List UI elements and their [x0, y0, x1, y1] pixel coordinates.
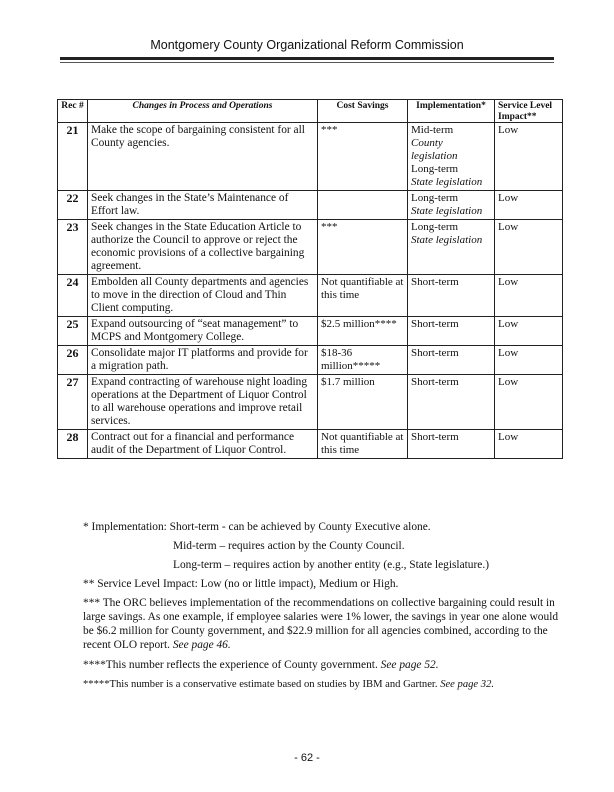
cost-savings: *** — [318, 123, 408, 191]
header-rule-thin — [60, 62, 554, 63]
implementation-line: Mid-term — [411, 124, 454, 136]
footnotes — [83, 520, 563, 692]
change-description: Contract out for a financial and performance audit of the Department of Liquor Control. — [88, 430, 318, 459]
implementation-line: Long-term — [411, 163, 459, 175]
implementation-line: Short-term — [411, 318, 459, 330]
page-number: - 62 - — [294, 752, 320, 764]
table-row — [58, 317, 563, 346]
cost-savings: $1.7 million — [318, 375, 408, 430]
change-description: Seek changes in the State Education Article to authorize the Council to approve or reject the economic provisions of a collective bargaining agreement. — [88, 220, 318, 275]
page-header: Montgomery County Organizational Reform Commission — [150, 38, 464, 52]
cost-savings — [318, 191, 408, 220]
note-implementation-short: * Implementation: Short-term - can be achieved by County Executive alone. — [83, 521, 431, 533]
rec-number: 25 — [58, 317, 88, 346]
implementation — [408, 123, 495, 191]
change-description: Make the scope of bargaining consistent for all County agencies. — [88, 123, 318, 191]
service-level-impact: Low — [495, 346, 563, 375]
implementation — [408, 275, 495, 317]
service-level-impact: Low — [495, 220, 563, 275]
cost-savings: $2.5 million**** — [318, 317, 408, 346]
table-row — [58, 346, 563, 375]
note-implementation-mid: Mid-term – requires action by the County Council. — [173, 540, 405, 552]
table-row — [58, 191, 563, 220]
note-bargaining-text: *** The ORC believes implementation of the recommendations on collective bargaining could result in large savings. As one example, if employee salaries were 1% lower, the savings in year one alone would be $6.2 million for County government, and $22.9 million for all agencies combined, according to the recent OLO report. — [83, 597, 559, 651]
service-level-impact: Low — [495, 123, 563, 191]
implementation-line: County legislation — [411, 137, 458, 162]
service-level-impact: Low — [495, 375, 563, 430]
implementation — [408, 375, 495, 430]
header-service-level: Service Level Impact** — [495, 100, 563, 123]
implementation-line: Long-term — [411, 221, 459, 233]
rec-number: 28 — [58, 430, 88, 459]
note-five-star — [83, 678, 563, 692]
table-body — [58, 123, 563, 459]
implementation-line: State legislation — [411, 234, 483, 246]
implementation — [408, 191, 495, 220]
table-row — [58, 220, 563, 275]
header-changes: Changes in Process and Operations — [88, 100, 318, 123]
note-four-star-text: ****This number reflects the experience of County government. — [83, 659, 378, 671]
change-description: Embolden all County departments and agencies to move in the direction of Cloud and Thin Client computing. — [88, 275, 318, 317]
implementation-line: State legislation — [411, 205, 483, 217]
service-level-impact: Low — [495, 430, 563, 459]
rec-number: 26 — [58, 346, 88, 375]
change-description: Expand outsourcing of “seat management” to MCPS and Montgomery College. — [88, 317, 318, 346]
note-five-star-text: *****This number is a conservative estimate based on studies by IBM and Gartner. — [83, 679, 438, 690]
header-rule — [60, 57, 554, 60]
cost-savings: Not quantifiable at this time — [318, 275, 408, 317]
rec-number: 21 — [58, 123, 88, 191]
implementation — [408, 317, 495, 346]
implementation-line: Short-term — [411, 376, 459, 388]
header-cost-savings: Cost Savings — [318, 100, 408, 123]
note-four-star-see: See page 52. — [380, 659, 439, 671]
service-level-impact: Low — [495, 317, 563, 346]
table-row — [58, 375, 563, 430]
header-implementation: Implementation* — [408, 100, 495, 123]
implementation — [408, 346, 495, 375]
note-five-star-see: See page 32. — [440, 679, 495, 690]
cost-savings: Not quantifiable at this time — [318, 430, 408, 459]
table-row — [58, 430, 563, 459]
rec-number: 27 — [58, 375, 88, 430]
rec-number: 24 — [58, 275, 88, 317]
change-description: Expand contracting of warehouse night loading operations at the Department of Liquor Control to all warehouse operations and improve retail services. — [88, 375, 318, 430]
note-bargaining — [83, 596, 563, 652]
implementation-line: Short-term — [411, 347, 459, 359]
implementation-line: Long-term — [411, 192, 459, 204]
rec-number: 23 — [58, 220, 88, 275]
table-row — [58, 275, 563, 317]
service-level-impact: Low — [495, 191, 563, 220]
note-implementation-long: Long-term – requires action by another entity (e.g., State legislature.) — [173, 559, 489, 571]
implementation — [408, 220, 495, 275]
note-bargaining-see: See page 46. — [172, 639, 231, 651]
change-description: Consolidate major IT platforms and provide for a migration path. — [88, 346, 318, 375]
cost-savings: *** — [318, 220, 408, 275]
table-row — [58, 123, 563, 191]
change-description: Seek changes in the State’s Maintenance of Effort law. — [88, 191, 318, 220]
rec-number: 22 — [58, 191, 88, 220]
implementation-line: Short-term — [411, 276, 459, 288]
implementation-line: Short-term — [411, 431, 459, 443]
implementation — [408, 430, 495, 459]
note-four-star — [83, 658, 563, 672]
note-service-level: ** Service Level Impact: Low (no or little impact), Medium or High. — [83, 578, 399, 590]
recommendations-table — [57, 99, 563, 459]
cost-savings: $18-36 million***** — [318, 346, 408, 375]
service-level-impact: Low — [495, 275, 563, 317]
header-rec: Rec # — [58, 100, 88, 123]
implementation-line: State legislation — [411, 176, 483, 188]
table-header-row — [58, 100, 563, 123]
